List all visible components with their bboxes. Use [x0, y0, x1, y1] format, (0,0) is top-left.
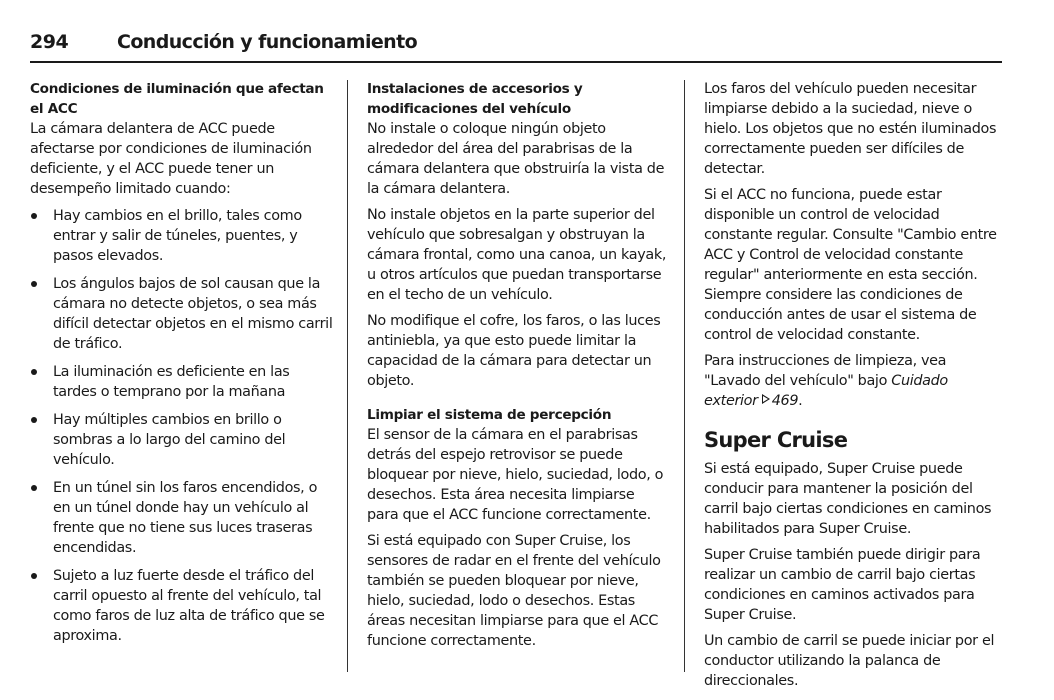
paragraph-accessories-2: No instale objetos en la parte superior del vehículo que sobresalgan y obstruyan la cámara frontal, como una canoa, un kayak, u otros artículos que puedan transportarse en el techo de un vehículo.: [367, 207, 667, 303]
paragraph-accessories-1: No instale o coloque ningún objeto alrededor del área del parabrisas de la cámara delantera que obstruiría la vista de la cámara delantera.: [367, 121, 665, 197]
paragraph-cleaning-1: El sensor de la cámara en el parabrisas detrás del espejo retrovisor se puede bloquear por nieve, hielo, suciedad, lodo, o desechos. Esta área necesita limpiarse para que el ACC funcione correctamente.: [367, 427, 664, 523]
paragraph-super-cruise-1: Si está equipado, Super Cruise puede conducir para mantener la posición del carril bajo ciertas condiciones en caminos habilitados para Super Cruise.: [704, 461, 992, 537]
bullet-icon: [31, 485, 37, 491]
chapter-title: Conducción y funcionamiento: [117, 31, 418, 53]
cross-reference-page[interactable]: 469: [771, 393, 799, 409]
paragraph-headlamps: Los faros del vehículo pueden necesitar limpiarse debido a la suciedad, nieve o hielo. Los objetos que no estén iluminados correctamente pueden ser difíciles de detectar.: [704, 81, 997, 177]
list-item-text: Hay cambios en el brillo, tales como entrar y salir de túneles, puentes, y pasos elevados.: [53, 208, 302, 264]
cross-reference-link[interactable]: Cuidado exterior: [704, 373, 948, 409]
bullet-list-lighting: [30, 206, 335, 646]
bullet-icon: [31, 213, 37, 219]
list-item: [30, 566, 335, 646]
list-item-text: Sujeto a luz fuerte desde el tráfico del carril opuesto al frente del vehículo, tal como faros de luz alta de tráfico que se aproxima.: [53, 568, 325, 644]
list-item-text: Hay múltiples cambios en brillo o sombras a lo largo del camino del vehículo.: [53, 412, 286, 468]
bullet-icon: [31, 281, 37, 287]
page-number: 294: [30, 31, 69, 53]
paragraph-cleaning-instructions: [704, 351, 1004, 411]
paragraph-lighting-intro: La cámara delantera de ACC puede afectarse por condiciones de iluminación deficiente, y el ACC puede tener un desempeño limitado cuando:: [30, 121, 312, 197]
list-item: [30, 410, 335, 470]
section-heading-accessories: Instalaciones de accesorios y modificaciones del vehículo: [367, 81, 583, 117]
page-reference-arrow-icon: [762, 394, 770, 404]
paragraph-regular-cruise: Si el ACC no funciona, puede estar disponible un control de velocidad constante regular. Consulte "Cambio entre ACC y Control de velocidad constante regular" anteriormente en esta sección. Siempre considere las condiciones de conducción antes de usar el sistema de control de velocidad constante.: [704, 187, 997, 343]
list-item: [30, 362, 335, 402]
column-right: [704, 79, 1004, 697]
column-left: [30, 79, 335, 654]
header-rule: [30, 61, 1002, 63]
section-heading-cleaning: Limpiar el sistema de percepción: [367, 407, 612, 423]
column-divider-right: [684, 80, 685, 672]
section-heading-lighting: Condiciones de iluminación que afectan el ACC: [30, 81, 324, 117]
bullet-icon: [31, 417, 37, 423]
paragraph-super-cruise-2: Super Cruise también puede dirigir para realizar un cambio de carril bajo ciertas condiciones en caminos activados para Super Cruise.: [704, 547, 981, 623]
paragraph-super-cruise-3: Un cambio de carril se puede iniciar por el conductor utilizando la palanca de direccionales.: [704, 633, 995, 689]
paragraph-accessories-3: No modifique el cofre, los faros, o las luces antiniebla, ya que esto puede limitar la capacidad de la cámara para detectar un objeto.: [367, 313, 661, 389]
bullet-icon: [31, 369, 37, 375]
list-item: [30, 206, 335, 266]
list-item: [30, 478, 335, 558]
cleaning-instructions-end: .: [798, 393, 803, 409]
bullet-icon: [31, 573, 37, 579]
page-header: [30, 31, 1002, 63]
column-divider-left: [347, 80, 348, 672]
list-item-text: La iluminación es deficiente en las tardes o temprano por la mañana: [53, 364, 290, 400]
paragraph-cleaning-2: Si está equipado con Super Cruise, los sensores de radar en el frente del vehículo también se pueden bloquear por nieve, hielo, suciedad, lodo o desechos. Estas áreas necesitan limpiarse para que el ACC funcione correctamente.: [367, 533, 661, 649]
list-item: [30, 274, 335, 354]
section-heading-super-cruise: Super Cruise: [704, 428, 848, 452]
cleaning-instructions-text: Para instrucciones de limpieza, vea "Lavado del vehículo" bajo: [704, 353, 947, 389]
column-middle: [367, 79, 667, 657]
list-item-text: En un túnel sin los faros encendidos, o en un túnel donde hay un vehículo al frente que no tiene sus luces traseras encendidas.: [53, 480, 318, 556]
list-item-text: Los ángulos bajos de sol causan que la cámara no detecte objetos, o sea más difícil detectar objetos en el mismo carril de tráfico.: [53, 276, 333, 352]
